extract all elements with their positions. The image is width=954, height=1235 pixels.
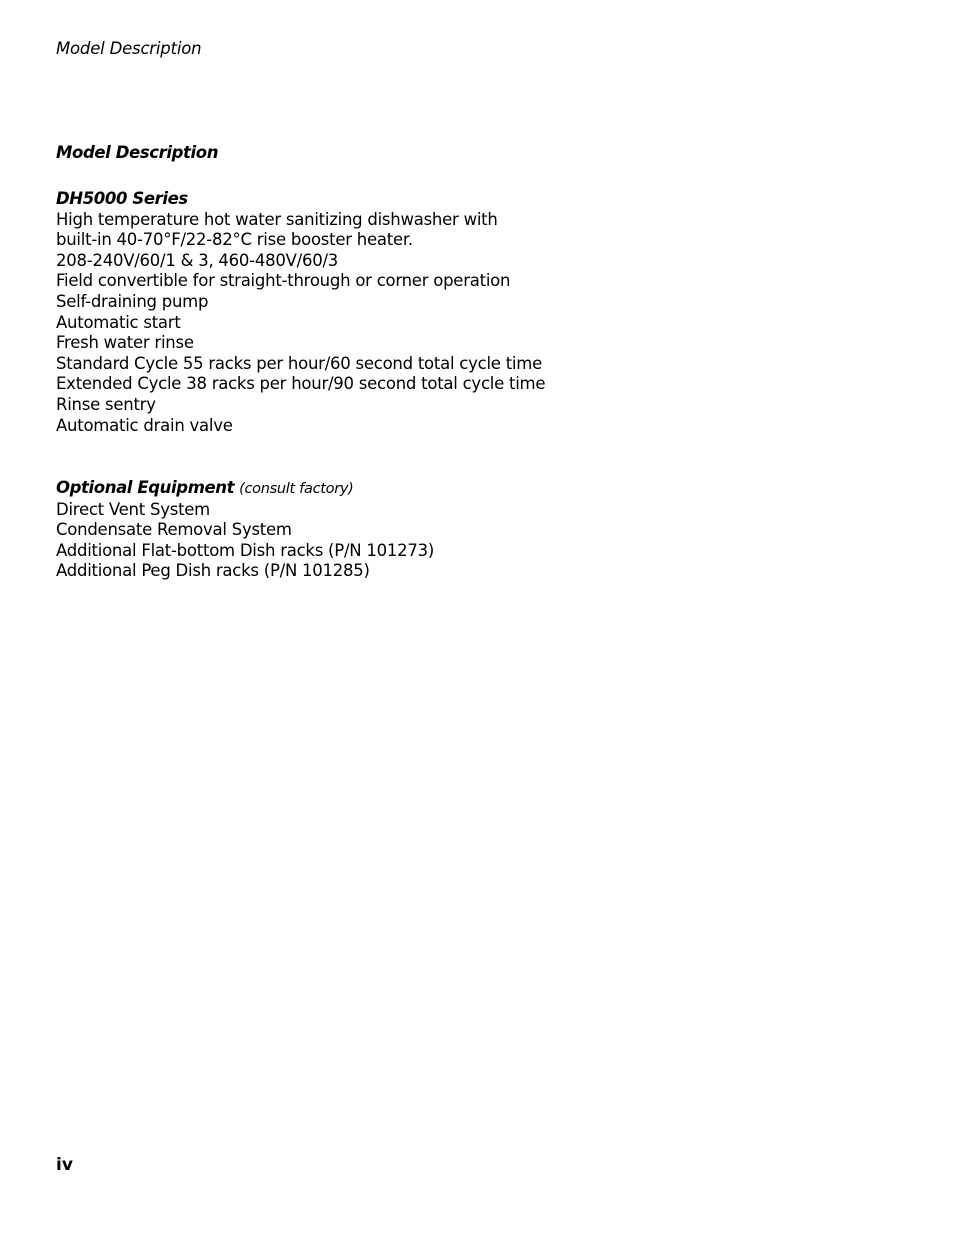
optional-line-3: Additional Flat-bottom Dish racks (P/N 101273) — [56, 540, 435, 560]
series-line-2: built-in 40-70°F/22-82°C rise booster heater. — [56, 230, 413, 250]
page-number: iv — [56, 1155, 73, 1175]
optional-note: (consult factory) — [239, 481, 354, 497]
series-line-1: High temperature hot water sanitizing dishwasher with — [56, 209, 498, 229]
series-heading: DH5000 Series — [56, 189, 188, 208]
optional-heading-line — [56, 478, 434, 500]
series-line-11: Automatic drain valve — [56, 415, 233, 435]
series-line-10: Rinse sentry — [56, 394, 156, 414]
optional-line-4: Additional Peg Dish racks (P/N 101285) — [56, 561, 370, 581]
section-title: Model Description — [56, 143, 219, 162]
optional-line-1: Direct Vent System — [56, 499, 211, 519]
series-line-5: Self-draining pump — [56, 291, 209, 311]
series-line-6: Automatic start — [56, 312, 181, 332]
optional-line-2: Condensate Removal System — [56, 520, 292, 540]
series-line-8: Standard Cycle 55 racks per hour/60 second total cycle time — [56, 353, 542, 373]
running-header: Model Description — [56, 39, 202, 58]
series-block — [56, 189, 545, 436]
series-line-4: Field convertible for straight-through or corner operation — [56, 271, 511, 291]
series-line-3: 208-240V/60/1 & 3, 460-480V/60/3 — [56, 250, 339, 270]
series-line-9: Extended Cycle 38 racks per hour/90 second total cycle time — [56, 374, 546, 394]
optional-equipment-block — [56, 478, 434, 582]
series-line-7: Fresh water rinse — [56, 333, 194, 353]
optional-heading: Optional Equipment — [56, 478, 235, 497]
